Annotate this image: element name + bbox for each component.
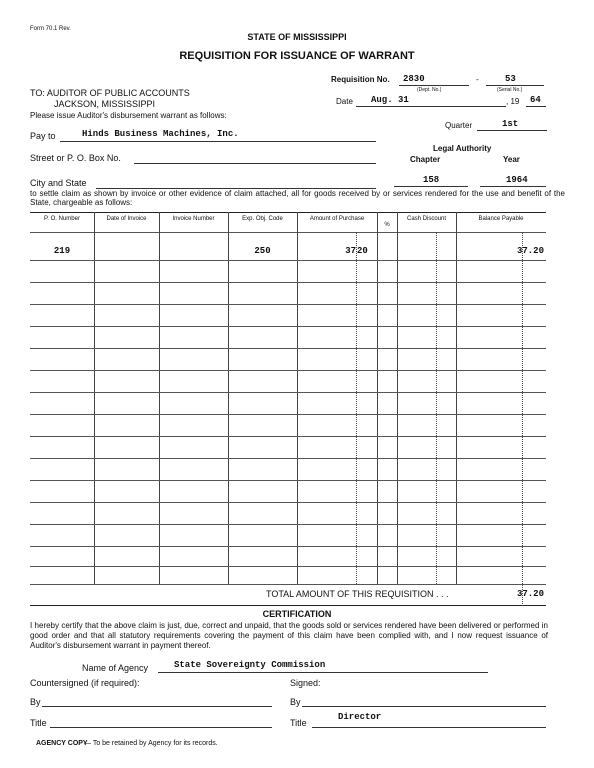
countersigned-label: Countersigned (if required):	[30, 678, 140, 688]
row-line	[30, 304, 546, 305]
date-year-prefix: , 19	[506, 97, 520, 106]
to-line-1: TO: AUDITOR OF PUBLIC ACCOUNTS	[30, 88, 190, 98]
balance-cents-divider	[522, 232, 523, 606]
total-label: TOTAL AMOUNT OF THIS REQUISITION . . .	[266, 589, 449, 599]
header-po-number: P. O. Number	[44, 216, 80, 222]
row-line	[30, 282, 546, 283]
signed-label: Signed:	[290, 678, 321, 688]
year-value: 1964	[506, 175, 528, 185]
agency-name-line	[158, 672, 488, 673]
row-line	[30, 348, 546, 349]
requisition-dept-no: 2830	[403, 74, 425, 84]
agency-copy-label: AGENCY COPY	[36, 740, 88, 747]
countersign-by-line	[42, 706, 272, 707]
row-amount-dollars: 37	[345, 246, 356, 256]
header-amount-of-purchase: Amount of Purchase	[309, 216, 365, 222]
date-label: Date	[336, 97, 353, 106]
row-line	[30, 524, 546, 525]
row-line	[30, 480, 546, 481]
requisition-dept-line	[399, 85, 469, 86]
col-divider-4	[297, 212, 298, 584]
col-divider-1	[94, 212, 95, 584]
row-line	[30, 566, 546, 567]
requisition-serial-line	[486, 85, 544, 86]
col-divider-7	[456, 212, 457, 584]
table-bottom-border	[30, 605, 546, 606]
row-line	[30, 414, 546, 415]
countersign-title-label: Title	[30, 718, 47, 728]
row-line	[30, 458, 546, 459]
street-label: Street or P. O. Box No.	[30, 153, 121, 163]
agency-name-value: State Sovereignty Commission	[174, 660, 326, 670]
chapter-label: Chapter	[410, 155, 441, 164]
requisition-label: Requisition No.	[331, 75, 390, 84]
legal-authority-label: Legal Authority	[433, 144, 492, 153]
year-label: Year	[503, 155, 520, 164]
agency-copy-note: — To be retained by Agency for its records.	[84, 740, 218, 747]
chapter-value: 158	[423, 175, 440, 185]
pay-to-value: Hinds Business Machines, Inc.	[82, 129, 239, 139]
form-number: Form 70.1 Rev.	[30, 26, 71, 32]
form-title: REQUISITION FOR ISSUANCE OF WARRANT	[179, 50, 415, 62]
agency-name-label: Name of Agency	[82, 663, 149, 673]
header-cash-discount: Cash Discount	[406, 216, 447, 222]
col-divider-2	[159, 212, 160, 584]
year-line	[480, 186, 546, 187]
row-line	[30, 260, 546, 261]
quarter-line	[477, 130, 547, 131]
signed-by-line	[302, 706, 546, 707]
certification-heading: CERTIFICATION	[262, 609, 332, 619]
countersign-title-line	[50, 727, 272, 728]
header-balance-payable: Balance Payable	[478, 216, 524, 222]
signed-title-label: Title	[290, 718, 307, 728]
signed-title-value: Director	[338, 712, 382, 722]
header-percent: %	[384, 222, 390, 228]
total-amount: 37.20	[516, 589, 544, 599]
amount-cents-divider	[356, 232, 357, 584]
quarter-label: Quarter	[445, 121, 473, 130]
signed-by-label: By	[290, 697, 301, 707]
street-line	[134, 163, 376, 164]
pay-to-label: Pay to	[30, 131, 56, 141]
row-line	[30, 392, 546, 393]
date-year-line	[526, 106, 546, 107]
row-line	[30, 584, 546, 585]
row-line	[30, 546, 546, 547]
requisition-serial-no: 53	[505, 74, 516, 84]
date-year: 64	[530, 95, 541, 105]
countersign-by-label: By	[30, 697, 41, 707]
row-exp-obj-code: 250	[254, 246, 271, 256]
row-balance-payable: 37.20	[516, 246, 544, 256]
date-line	[356, 106, 506, 107]
requisition-dash: -	[476, 75, 479, 84]
header-exp-obj-code: Exp. Obj. Code	[242, 216, 283, 222]
chapter-line	[394, 186, 468, 187]
to-line-3: Please issue Auditor's disbursement warrant as follows:	[30, 111, 227, 120]
row-line	[30, 370, 546, 371]
col-divider-6	[397, 212, 398, 584]
to-line-2: JACKSON, MISSISSIPPI	[54, 99, 156, 109]
discount-cents-divider	[436, 232, 437, 584]
header-invoice-number: Invoice Number	[172, 216, 215, 222]
pay-to-line	[60, 141, 376, 142]
col-divider-3	[228, 212, 229, 584]
settle-text: to settle claim as shown by invoice or other evidence of claim attached, all for goods received by or services rendered for the use and benefit of the State, chargeable as follows:	[30, 189, 565, 207]
table-top-border	[30, 212, 546, 213]
certification-text: I hereby certify that the above claim is just, due, correct and unpaid, that the goods sold or services rendered have been delivered or performed in good order and that all statutory requirements covering the payment of this claim have been complied with, and I now request issuance of Auditor's disbursement warrant in payment thereof.	[30, 621, 548, 650]
row-line	[30, 502, 546, 503]
table-header-border	[30, 232, 546, 233]
dept-no-caption: (Dept. No.)	[417, 87, 442, 93]
serial-no-caption: (Serial No.)	[497, 87, 523, 93]
header-date-of-invoice: Date of Invoice	[106, 216, 147, 222]
row-amount-cents: 20	[357, 246, 368, 256]
date-value: Aug. 31	[371, 95, 409, 105]
row-line	[30, 326, 546, 327]
quarter-value: 1st	[502, 119, 519, 129]
col-divider-5	[377, 212, 378, 584]
row-line	[30, 436, 546, 437]
city-label: City and State	[30, 178, 87, 188]
state-heading: STATE OF MISSISSIPPI	[247, 32, 347, 42]
signed-title-line	[312, 727, 546, 728]
row-po-number: 219	[53, 246, 71, 256]
